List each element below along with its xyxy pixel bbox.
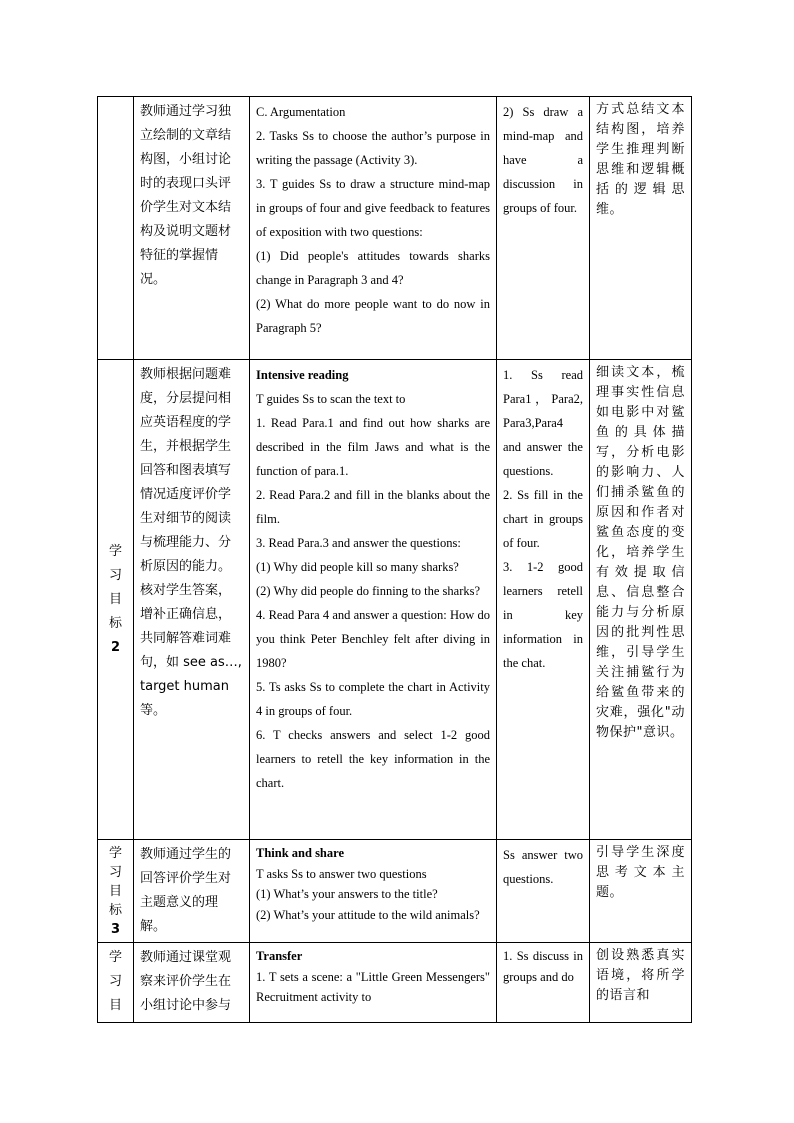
student-line: 1. Ss read Para1，Para2, Para3,Para4 and answer the questions. bbox=[503, 368, 583, 478]
activity-line: 2. Tasks Ss to choose the author’s purpose in writing the passage (Activity 3). bbox=[256, 129, 490, 167]
activity-line: (2) What do more people want to do now in Paragraph 5? bbox=[256, 297, 490, 335]
student-cell bbox=[497, 943, 590, 1023]
activity-line: 6. T checks answers and select 1-2 good learners to retell the key information in the chart. bbox=[256, 728, 490, 790]
intent-cell: 方式总结文本结构图，培养学生推理判断思维和逻辑概括的逻辑思维。 bbox=[590, 97, 692, 360]
goal-cell bbox=[98, 943, 134, 1023]
goal-cell bbox=[98, 97, 134, 360]
activity-line: 2. Read Para.2 and fill in the blanks about the film. bbox=[256, 488, 490, 526]
lesson-plan-table bbox=[97, 96, 692, 1023]
table-row bbox=[98, 943, 692, 1023]
goal-cell bbox=[98, 360, 134, 840]
student-line: 2. Ss fill in the chart in groups of four. bbox=[503, 488, 583, 550]
evaluation-cell: 教师通过学习独立绘制的文章结构图，小组讨论时的表现口头评价学生对文本结构及说明文题材特征的掌握情况。 bbox=[134, 97, 250, 360]
activity-line: (1) What’s your answers to the title? bbox=[256, 887, 438, 901]
goal-char: 习 bbox=[108, 567, 122, 583]
student-cell bbox=[497, 97, 590, 360]
activity-cell bbox=[250, 840, 497, 943]
activity-cell bbox=[250, 360, 497, 840]
activity-line: 4. Read Para 4 and answer a question: How do you think Peter Benchley felt after diving in 1980? bbox=[256, 608, 490, 670]
goal-char: 标 bbox=[108, 615, 122, 631]
goal-char: 学 bbox=[108, 845, 122, 861]
activity-line: 3. T guides Ss to draw a structure mind-map in groups of four and give feedback to features of exposition with two questions: bbox=[256, 177, 490, 239]
activity-line: T guides Ss to scan the text to bbox=[256, 392, 406, 406]
student-line: Ss answer two questions. bbox=[503, 848, 583, 886]
intent-cell: 引导学生深度思考文本主题。 bbox=[590, 840, 692, 943]
activity-line: (2) What’s your attitude to the wild animals? bbox=[256, 907, 480, 922]
goal-char: 习 bbox=[108, 974, 122, 989]
table-row bbox=[98, 840, 692, 943]
activity-line: 1. Read Para.1 and find out how sharks are described in the film Jaws and what is the function of para.1. bbox=[256, 416, 490, 478]
intent-cell: 创设熟悉真实语境，将所学的语言和 bbox=[590, 943, 692, 1023]
table-row bbox=[98, 97, 692, 360]
goal-char: 目 bbox=[108, 998, 122, 1013]
student-line: 1. Ss discuss in groups and do bbox=[503, 949, 583, 984]
activity-line: (2) Why did people do finning to the sharks? bbox=[256, 584, 481, 598]
activity-line: (1) Did people's attitudes towards sharks change in Paragraph 3 and 4? bbox=[256, 249, 490, 287]
section-title: Transfer bbox=[256, 949, 303, 963]
goal-char: 3 bbox=[110, 921, 121, 937]
goal-char: 目 bbox=[108, 883, 122, 899]
activity-line: (1) Why did people kill so many sharks? bbox=[256, 560, 459, 574]
student-cell bbox=[497, 840, 590, 943]
section-title: Think and share bbox=[256, 846, 345, 860]
evaluation-cell: 教师通过学生的回答评价学生对主题意义的理解。 bbox=[134, 840, 250, 943]
goal-cell bbox=[98, 840, 134, 943]
activity-line: T asks Ss to answer two questions bbox=[256, 866, 427, 881]
activity-line: C. Argumentation bbox=[256, 105, 346, 119]
activity-line: 3. Read Para.3 and answer the questions: bbox=[256, 536, 461, 550]
activity-line: 1. T sets a scene: a "Little Green Messengers" Recruitment activity to bbox=[256, 969, 490, 1004]
goal-char: 学 bbox=[108, 543, 122, 559]
activity-cell bbox=[250, 97, 497, 360]
goal-char: 习 bbox=[108, 864, 122, 880]
section-title: Intensive reading bbox=[256, 368, 349, 382]
table-row bbox=[98, 360, 692, 840]
goal-char: 标 bbox=[108, 902, 122, 918]
student-line: 2) Ss draw a mind-map and have a discussion in groups of four. bbox=[503, 105, 583, 215]
evaluation-cell: 教师通过课堂观察来评价学生在小组讨论中参与 bbox=[134, 943, 250, 1023]
goal-char: 2 bbox=[110, 639, 121, 655]
goal-char: 学 bbox=[108, 950, 122, 965]
activity-cell bbox=[250, 943, 497, 1023]
student-line: 3. 1-2 good learners retell in key information in the chat. bbox=[503, 560, 583, 670]
activity-line: 5. Ts asks Ss to complete the chart in Activity 4 in groups of four. bbox=[256, 680, 490, 718]
evaluation-cell: 教师根据问题难度，分层提问相应英语程度的学生，并根据学生回答和图表填写情况适度评价学生对细节的阅读与梳理能力、分析原因的能力。核对学生答案，增补正确信息，共同解答难词难句，如 see as…, target human 等。 bbox=[134, 360, 250, 840]
goal-char: 目 bbox=[108, 591, 122, 607]
intent-cell: 细读文本，梳理事实性信息如电影中对鲨鱼的具体描写，分析电影的影响力、人们捕杀鲨鱼的原因和作者对鲨鱼态度的变化，培养学生有效提取信息、信息整合能力与分析原因的批判性思维，引导学生关注捕鲨行为给鲨鱼带来的灾难，强化"动物保护"意识。 bbox=[590, 360, 692, 840]
student-cell bbox=[497, 360, 590, 840]
